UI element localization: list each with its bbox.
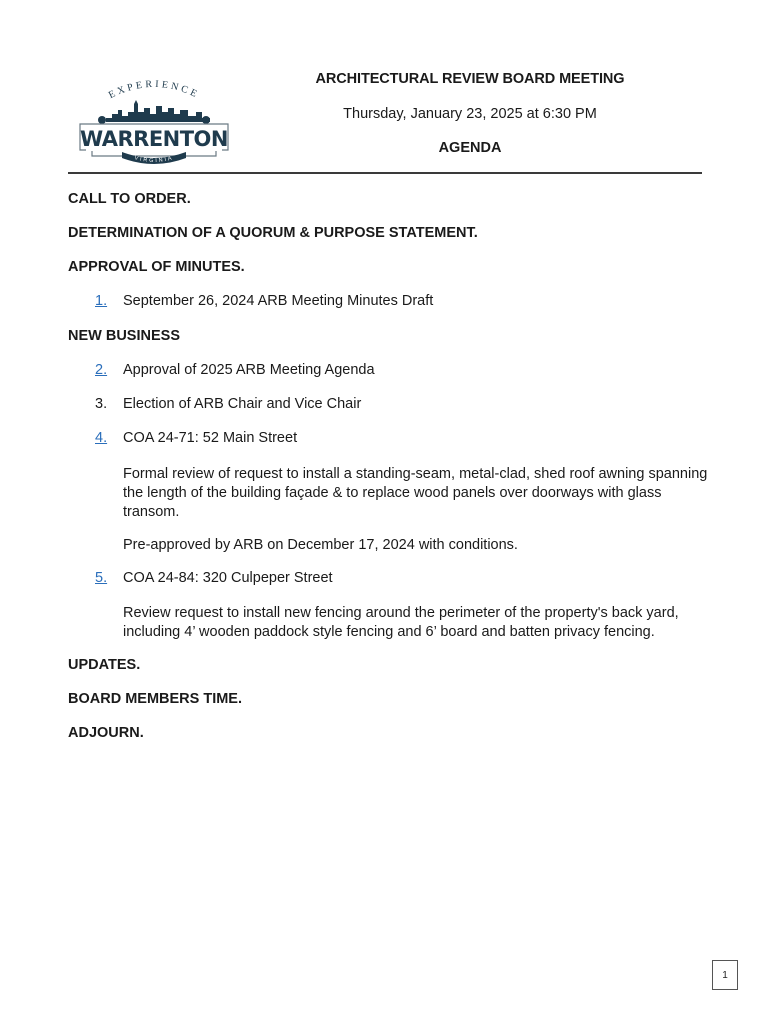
section-new-business: NEW BUSINESS [68,328,180,344]
logo-top-text: EXPERIENCE [106,78,202,102]
section-call-to-order: CALL TO ORDER. [68,191,191,207]
logo-sub-text: VIRGINIA [133,155,175,165]
warrenton-logo [76,78,232,173]
meeting-title: ARCHITECTURAL REVIEW BOARD MEETING [315,71,625,87]
section-board-members-time: BOARD MEMBERS TIME. [68,691,242,707]
item-3-number: 3. [95,396,108,412]
item-5-link[interactable]: 5. [95,570,108,586]
item-5-description: Review request to install new fencing around the perimeter of the property's back yard, including 4’ wooden paddock style fencing and 6’ board and batten privacy fencing. [123,605,679,640]
section-adjourn: ADJOURN. [68,725,144,741]
meeting-date: Thursday, January 23, 2025 at 6:30 PM [343,106,597,122]
svg-text:EXPERIENCE [107,79,201,101]
item-4-description: Formal review of request to install a standing-seam, metal-clad, shed roof awning spanning the length of the building façade & to replace wood panels over doorways with glass transom. [123,466,708,520]
section-updates: UPDATES. [68,657,141,673]
page-number: 1 [712,960,738,990]
logo-main-text: WARRENTON [80,127,228,151]
item-3-title: Election of ARB Chair and Vice Chair [123,396,362,412]
item-2-title: Approval of 2025 ARB Meeting Agenda [123,362,375,378]
item-1-title: September 26, 2024 ARB Meeting Minutes Draft [123,293,434,309]
agenda-label: AGENDA [438,140,502,156]
item-5-title: COA 24-84: 320 Culpeper Street [123,570,333,586]
header-divider [68,172,702,174]
section-quorum: DETERMINATION OF A QUORUM & PURPOSE STATEMENT. [68,225,478,241]
item-1-link[interactable]: 1. [95,293,108,309]
item-4-title: COA 24-71: 52 Main Street [123,430,298,446]
item-4-link[interactable]: 4. [95,430,108,446]
section-approval-of-minutes: APPROVAL OF MINUTES. [68,259,245,275]
item-4-note: Pre-approved by ARB on December 17, 2024 with conditions. [123,537,518,553]
item-2-link[interactable]: 2. [95,362,108,378]
